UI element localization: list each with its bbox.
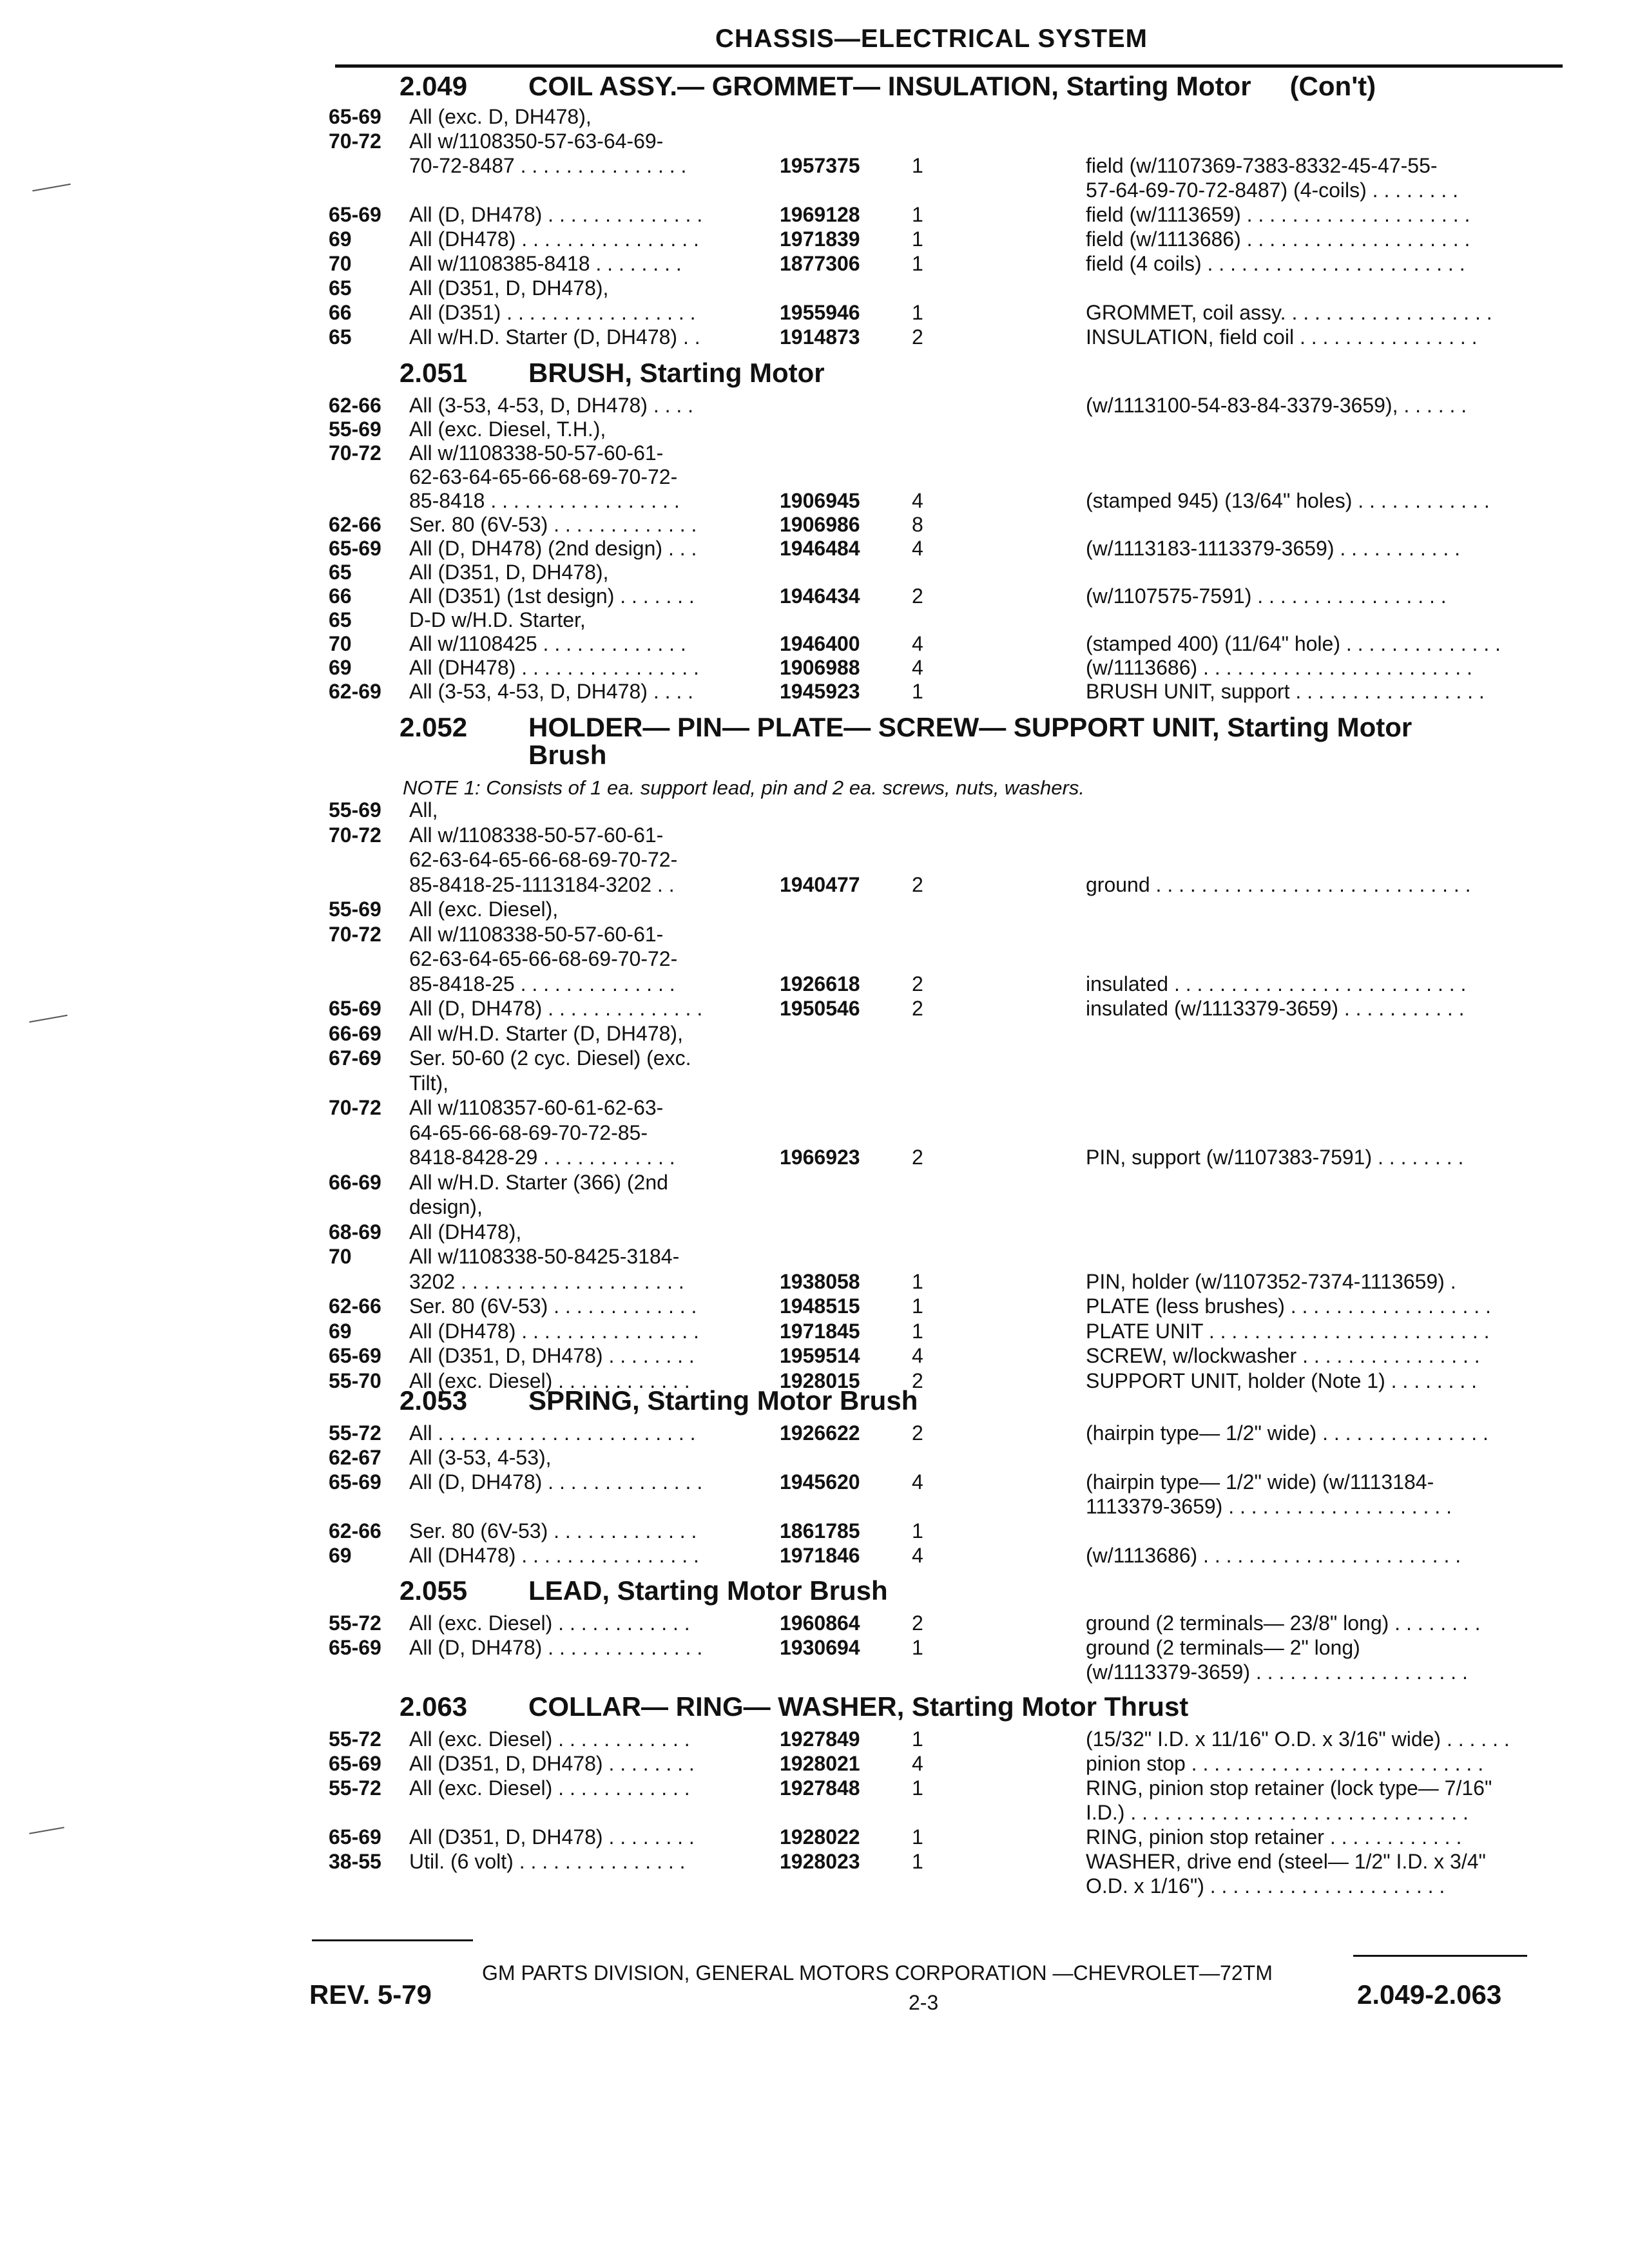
quantity: 1 [912, 1825, 923, 1849]
quantity: 2 [912, 972, 923, 995]
part-description: GROMMET, coil assy. . . . . . . . . . . . . . . . . . . [1086, 301, 1492, 324]
parts-row [0, 300, 1629, 325]
parts-row [0, 847, 1629, 872]
quantity: 1 [912, 227, 923, 251]
application: All (D, DH478) (2nd design) . . . [409, 537, 697, 560]
parts-row [0, 1800, 1629, 1825]
parts-row [0, 560, 1629, 584]
application: All (exc. Diesel) . . . . . . . . . . . . [409, 1727, 690, 1751]
parts-row [0, 798, 1629, 822]
part-description: 1113379-3659) . . . . . . . . . . . . . . . . . . . . [1086, 1495, 1452, 1518]
model-years: 70-72 [329, 1096, 381, 1119]
application: D-D w/H.D. Starter, [409, 608, 586, 631]
application: All (D, DH478) . . . . . . . . . . . . . . [409, 997, 703, 1020]
part-description: O.D. x 1/16") . . . . . . . . . . . . . . . . . . . . . [1086, 1874, 1445, 1898]
quantity: 2 [912, 997, 923, 1020]
part-number: 1971846 [780, 1544, 860, 1567]
part-number: 1959514 [780, 1344, 860, 1367]
part-number: 1877306 [780, 252, 860, 275]
parts-row [0, 325, 1629, 349]
section-heading [400, 1575, 888, 1606]
parts-row [0, 1825, 1629, 1849]
quantity: 1 [912, 252, 923, 275]
quantity: 8 [912, 513, 923, 536]
model-years: 62-66 [329, 1519, 381, 1542]
model-years: 62-67 [329, 1446, 381, 1469]
part-description: BRUSH UNIT, support . . . . . . . . . . . . . . . . . [1086, 680, 1485, 703]
parts-row [0, 584, 1629, 608]
section-title: HOLDER— PIN— PLATE— SCREW— SUPPORT UNIT, Starting Motor [528, 712, 1412, 742]
parts-row [0, 153, 1629, 178]
model-years: 65-69 [329, 1752, 381, 1775]
parts-row [0, 1660, 1629, 1684]
part-description: (stamped 945) (13/64" holes) . . . . . . . . . . . . [1086, 489, 1490, 512]
parts-row [0, 1343, 1629, 1368]
parts-row [0, 1751, 1629, 1776]
part-number: 1906988 [780, 656, 860, 679]
parts-row [0, 1776, 1629, 1800]
model-years: 65-69 [329, 105, 381, 128]
parts-row [0, 1071, 1629, 1095]
part-number: 1927848 [780, 1776, 860, 1800]
part-number: 1938058 [780, 1269, 860, 1293]
part-number: 1971845 [780, 1319, 860, 1343]
section-heading [400, 358, 825, 389]
application: All (exc. Diesel, T.H.), [409, 418, 606, 441]
model-years: 55-69 [329, 798, 381, 822]
section-heading [400, 1691, 1188, 1722]
application: Ser. 80 (6V-53) . . . . . . . . . . . . . [409, 1294, 697, 1318]
parts-row [0, 417, 1629, 441]
part-description: PLATE (less brushes) . . . . . . . . . . . . . . . . . . [1086, 1294, 1491, 1318]
quantity: 2 [912, 325, 923, 349]
application: 8418-8428-29 . . . . . . . . . . . . [409, 1146, 675, 1169]
part-description: (stamped 400) (11/64" hole) . . . . . . . . . . . . . . [1086, 632, 1501, 655]
section-title: COLLAR— RING— WASHER, Starting Motor Thrust [528, 1691, 1189, 1722]
quantity: 1 [912, 1776, 923, 1800]
quantity: 4 [912, 1544, 923, 1567]
part-description: (hairpin type— 1/2" wide) (w/1113184- [1086, 1470, 1434, 1494]
part-description: SUPPORT UNIT, holder (Note 1) . . . . . . . . [1086, 1369, 1477, 1392]
part-number: 1945923 [780, 680, 860, 703]
part-number: 1940477 [780, 872, 860, 896]
application: 64-65-66-68-69-70-72-85- [409, 1120, 648, 1144]
quantity: 1 [912, 1519, 923, 1542]
quantity: 1 [912, 680, 923, 703]
model-years: 62-66 [329, 1294, 381, 1318]
part-description: (w/1107575-7591) . . . . . . . . . . . . . . . . . [1086, 584, 1447, 608]
application: design), [409, 1195, 483, 1218]
page-header: CHASSIS—ELECTRICAL SYSTEM [715, 24, 1148, 53]
application: All (DH478) . . . . . . . . . . . . . . . . [409, 656, 699, 679]
section-note: NOTE 1: Consists of 1 ea. support lead, pin and 2 ea. screws, nuts, washers. [403, 776, 1084, 799]
part-number: 1861785 [780, 1519, 860, 1542]
part-description: insulated (w/1113379-3659) . . . . . . . . . . . [1086, 997, 1465, 1020]
model-years: 66 [329, 584, 352, 608]
quantity: 4 [912, 632, 923, 655]
model-years: 62-66 [329, 394, 381, 417]
parts-row [0, 1611, 1629, 1635]
model-years: 70-72 [329, 130, 381, 153]
model-years: 65-69 [329, 537, 381, 560]
part-number: 1928022 [780, 1825, 860, 1849]
section-number: 2.063 [400, 1691, 468, 1722]
part-number: 1946484 [780, 537, 860, 560]
parts-row [0, 178, 1629, 202]
part-number: 1955946 [780, 301, 860, 324]
application: All (3-53, 4-53, D, DH478) . . . . [409, 394, 694, 417]
parts-row [0, 1120, 1629, 1145]
parts-row [0, 972, 1629, 996]
quantity: 4 [912, 489, 923, 512]
quantity: 4 [912, 1470, 923, 1494]
model-years: 65-69 [329, 1470, 381, 1494]
application: All (D, DH478) . . . . . . . . . . . . . . [409, 203, 703, 226]
part-description: (w/1113183-1113379-3659) . . . . . . . . . . . [1086, 537, 1461, 560]
application: 85-8418-25-1113184-3202 . . [409, 872, 675, 896]
quantity: 2 [912, 1146, 923, 1169]
application: All (D351, D, DH478), [409, 561, 609, 584]
model-years: 55-70 [329, 1369, 381, 1392]
part-description: SCREW, w/lockwasher . . . . . . . . . . . . . . . . [1086, 1344, 1480, 1367]
model-years: 38-55 [329, 1850, 381, 1873]
application: All (exc. Diesel) . . . . . . . . . . . . [409, 1369, 690, 1392]
model-years: 65 [329, 325, 352, 349]
parts-row [0, 1095, 1629, 1120]
section-title: BRUSH, Starting Motor [528, 358, 825, 388]
application: 62-63-64-65-66-68-69-70-72- [409, 848, 678, 871]
page-number: 2-3 [909, 1991, 939, 2014]
quantity: 1 [912, 1727, 923, 1751]
part-number: 1928015 [780, 1369, 860, 1392]
part-description: field (w/1107369-7383-8332-45-47-55- [1086, 154, 1438, 177]
part-description: WASHER, drive end (steel— 1/2" I.D. x 3/4" [1086, 1850, 1486, 1873]
application: All w/1108357-60-61-62-63- [409, 1096, 664, 1119]
parts-row [0, 1170, 1629, 1195]
application: All . . . . . . . . . . . . . . . . . . . . . . . [409, 1421, 696, 1445]
part-description: field (4 coils) . . . . . . . . . . . . . . . . . . . . . . . [1086, 252, 1465, 275]
application: All w/1108338-50-57-60-61- [409, 823, 664, 847]
application: All (D351, D, DH478) . . . . . . . . [409, 1344, 695, 1367]
parts-row [0, 1874, 1629, 1898]
application: 85-8418 . . . . . . . . . . . . . . . . . [409, 489, 680, 512]
parts-row [0, 536, 1629, 561]
part-number: 1928023 [780, 1850, 860, 1873]
quantity: 4 [912, 1344, 923, 1367]
part-description: 57-64-69-70-72-8487) (4-coils) . . . . . . . . [1086, 178, 1459, 202]
model-years: 70-72 [329, 922, 381, 946]
part-number: 1914873 [780, 325, 860, 349]
part-number: 1946434 [780, 584, 860, 608]
quantity: 1 [912, 301, 923, 324]
model-years: 65-69 [329, 1636, 381, 1659]
part-number: 1948515 [780, 1294, 860, 1318]
part-description: RING, pinion stop retainer (lock type— 7/16" [1086, 1776, 1492, 1800]
part-number: 1906986 [780, 513, 860, 536]
section-title: LEAD, Starting Motor Brush [528, 1575, 888, 1606]
parts-row [0, 276, 1629, 300]
model-years: 55-72 [329, 1421, 381, 1445]
parts-row [0, 1543, 1629, 1568]
section-number: 2.049 [400, 71, 468, 101]
quantity: 1 [912, 154, 923, 177]
parts-row [0, 129, 1629, 153]
footer-rule-left [312, 1939, 473, 1941]
parts-row [0, 227, 1629, 251]
application: All (exc. Diesel), [409, 898, 559, 921]
model-years: 62-69 [329, 680, 381, 703]
section-heading [400, 71, 1376, 102]
parts-row [0, 1244, 1629, 1269]
application: All (D351, D, DH478), [409, 276, 609, 300]
quantity: 1 [912, 1294, 923, 1318]
application: All w/1108425 . . . . . . . . . . . . . [409, 632, 686, 655]
model-years: 67-69 [329, 1046, 381, 1070]
model-years: 65 [329, 561, 352, 584]
section-title: COIL ASSY.— GROMMET— INSULATION, Starting Motor [528, 71, 1251, 101]
parts-row [0, 1145, 1629, 1169]
model-years: 70-72 [329, 823, 381, 847]
application: All (3-53, 4-53, D, DH478) . . . . [409, 680, 694, 703]
model-years: 65-69 [329, 997, 381, 1020]
model-years: 69 [329, 227, 352, 251]
parts-row [0, 1220, 1629, 1244]
part-number: 1969128 [780, 203, 860, 226]
part-number: 1945620 [780, 1470, 860, 1494]
model-years: 55-69 [329, 898, 381, 921]
application: All (D351, D, DH478) . . . . . . . . [409, 1825, 695, 1849]
section-title-continuation: Brush [528, 740, 607, 770]
application: All w/H.D. Starter (366) (2nd [409, 1170, 668, 1194]
application: All (DH478) . . . . . . . . . . . . . . . . [409, 1544, 699, 1567]
quantity: 1 [912, 1319, 923, 1343]
parts-row [0, 1046, 1629, 1070]
application: All (D, DH478) . . . . . . . . . . . . . . [409, 1470, 703, 1494]
quantity: 1 [912, 1269, 923, 1293]
parts-row [0, 922, 1629, 947]
model-years: 65-69 [329, 1825, 381, 1849]
application: Ser. 50-60 (2 cyc. Diesel) (exc. [409, 1046, 691, 1070]
section-number: 2.055 [400, 1575, 468, 1606]
parts-row [0, 104, 1629, 129]
parts-row [0, 1494, 1629, 1519]
parts-row [0, 872, 1629, 897]
application: Tilt), [409, 1071, 449, 1095]
application: All w/1108350-57-63-64-69- [409, 130, 664, 153]
part-number: 1946400 [780, 632, 860, 655]
parts-row [0, 202, 1629, 227]
model-years: 65 [329, 276, 352, 300]
footer-rule-right [1353, 1955, 1527, 1957]
part-description: (w/1113686) . . . . . . . . . . . . . . . . . . . . . . . . [1086, 656, 1472, 679]
part-number: 1930694 [780, 1636, 860, 1659]
application: 62-63-64-65-66-68-69-70-72- [409, 947, 678, 970]
part-number: 1957375 [780, 154, 860, 177]
parts-row [0, 679, 1629, 704]
revision-label: REV. 5-79 [309, 1979, 432, 2010]
parts-row [0, 512, 1629, 537]
parts-row [0, 251, 1629, 276]
section-range: 2.049-2.063 [1357, 1979, 1502, 2010]
application: 85-8418-25 . . . . . . . . . . . . . . [409, 972, 675, 995]
model-years: 68-69 [329, 1220, 381, 1244]
part-description: field (w/1113659) . . . . . . . . . . . . . . . . . . . . [1086, 203, 1470, 226]
parts-row [0, 1519, 1629, 1543]
quantity: 2 [912, 1611, 923, 1635]
model-years: 69 [329, 1319, 352, 1343]
parts-row [0, 1727, 1629, 1751]
section-number: 2.051 [400, 358, 468, 388]
parts-row [0, 1195, 1629, 1219]
parts-row [0, 441, 1629, 465]
model-years: 55-72 [329, 1727, 381, 1751]
model-years: 69 [329, 656, 352, 679]
parts-row [0, 465, 1629, 489]
application: All (exc. D, DH478), [409, 105, 592, 128]
section-number: 2.053 [400, 1385, 468, 1416]
model-years: 55-72 [329, 1776, 381, 1800]
quantity: 1 [912, 1850, 923, 1873]
application: 3202 . . . . . . . . . . . . . . . . . . . . [409, 1269, 684, 1293]
parts-row [0, 996, 1629, 1021]
model-years: 55-69 [329, 418, 381, 441]
parts-row [0, 1470, 1629, 1494]
quantity: 1 [912, 1636, 923, 1659]
section-title: SPRING, Starting Motor Brush [528, 1385, 918, 1416]
parts-row [0, 393, 1629, 418]
quantity: 2 [912, 872, 923, 896]
part-number: 1928021 [780, 1752, 860, 1775]
application: 70-72-8487 . . . . . . . . . . . . . . . [409, 154, 687, 177]
part-description: field (w/1113686) . . . . . . . . . . . . . . . . . . . . [1086, 227, 1470, 251]
part-description: ground (2 terminals— 2" long) [1086, 1636, 1360, 1659]
parts-row [0, 823, 1629, 847]
application: All w/1108338-50-57-60-61- [409, 922, 664, 946]
part-number: 1971839 [780, 227, 860, 251]
model-years: 65-69 [329, 203, 381, 226]
section-number: 2.052 [400, 712, 468, 742]
model-years: 70 [329, 252, 352, 275]
part-number: 1966923 [780, 1146, 860, 1169]
continued-label: (Con't) [1289, 71, 1376, 101]
application: Util. (6 volt) . . . . . . . . . . . . . . . [409, 1850, 686, 1873]
model-years: 66-69 [329, 1170, 381, 1194]
part-description: (w/1113379-3659) . . . . . . . . . . . . . . . . . . . [1086, 1660, 1468, 1684]
part-number: 1960864 [780, 1611, 860, 1635]
quantity: 4 [912, 537, 923, 560]
part-description: ground . . . . . . . . . . . . . . . . . . . . . . . . . . . . [1086, 872, 1471, 896]
part-description: PIN, holder (w/1107352-7374-1113659) . [1086, 1269, 1456, 1293]
application: All w/1108338-50-8425-3184- [409, 1245, 680, 1268]
section-heading [400, 1385, 918, 1416]
parts-row [0, 1445, 1629, 1470]
parts-row [0, 655, 1629, 680]
application: Ser. 80 (6V-53) . . . . . . . . . . . . . [409, 513, 697, 536]
part-description: INSULATION, field coil . . . . . . . . . . . . . . . . [1086, 325, 1478, 349]
model-years: 66-69 [329, 1021, 381, 1045]
part-description: insulated . . . . . . . . . . . . . . . . . . . . . . . . . . [1086, 972, 1467, 995]
part-number: 1906945 [780, 489, 860, 512]
parts-row [0, 1849, 1629, 1874]
model-years: 65 [329, 608, 352, 631]
application: All (exc. Diesel) . . . . . . . . . . . . [409, 1776, 690, 1800]
quantity: 2 [912, 1369, 923, 1392]
part-description: (hairpin type— 1/2" wide) . . . . . . . . . . . . . . . [1086, 1421, 1489, 1445]
application: All, [409, 798, 438, 822]
quantity: 2 [912, 1421, 923, 1445]
quantity: 4 [912, 656, 923, 679]
quantity: 2 [912, 584, 923, 608]
application: All (DH478) . . . . . . . . . . . . . . . . [409, 1319, 699, 1343]
model-years: 62-66 [329, 513, 381, 536]
application: All w/1108385-8418 . . . . . . . . [409, 252, 682, 275]
application: All (D, DH478) . . . . . . . . . . . . . . [409, 1636, 703, 1659]
application: 62-63-64-65-66-68-69-70-72- [409, 465, 678, 488]
part-description: PLATE UNIT . . . . . . . . . . . . . . . . . . . . . . . . . [1086, 1319, 1490, 1343]
part-number: 1927849 [780, 1727, 860, 1751]
parts-row [0, 1021, 1629, 1046]
part-number: 1926618 [780, 972, 860, 995]
model-years: 70 [329, 1245, 352, 1268]
parts-row [0, 608, 1629, 632]
application: All (DH478), [409, 1220, 522, 1244]
parts-row [0, 1269, 1629, 1294]
application: All w/H.D. Starter (D, DH478) . . [409, 325, 700, 349]
application: All (D351, D, DH478) . . . . . . . . [409, 1752, 695, 1775]
model-years: 70 [329, 632, 352, 655]
model-years: 55-72 [329, 1611, 381, 1635]
footer-corporation: GM PARTS DIVISION, GENERAL MOTORS CORPORATION —CHEVROLET—72TM [482, 1961, 1273, 1984]
application: All w/H.D. Starter (D, DH478), [409, 1021, 683, 1045]
model-years: 66 [329, 301, 352, 324]
application: All (D351) (1st design) . . . . . . . [409, 584, 695, 608]
parts-row [0, 631, 1629, 656]
parts-row [0, 488, 1629, 513]
application: Ser. 80 (6V-53) . . . . . . . . . . . . . [409, 1519, 697, 1542]
application: All (DH478) . . . . . . . . . . . . . . . . [409, 227, 699, 251]
header-rule [335, 64, 1563, 68]
part-description: pinion stop . . . . . . . . . . . . . . . . . . . . . . . . . . [1086, 1752, 1484, 1775]
part-description: PIN, support (w/1107383-7591) . . . . . . . . [1086, 1146, 1464, 1169]
parts-row [0, 947, 1629, 971]
application: All (3-53, 4-53), [409, 1446, 552, 1469]
parts-row [0, 1635, 1629, 1660]
parts-row [0, 897, 1629, 921]
section-heading [400, 712, 1412, 743]
quantity: 1 [912, 203, 923, 226]
application: All (exc. Diesel) . . . . . . . . . . . . [409, 1611, 690, 1635]
part-description: (w/1113686) . . . . . . . . . . . . . . . . . . . . . . . [1086, 1544, 1461, 1567]
parts-row [0, 1319, 1629, 1343]
model-years: 70-72 [329, 441, 381, 465]
part-description: (15/32" I.D. x 11/16" O.D. x 3/16" wide) . . . . . . [1086, 1727, 1510, 1751]
application: All (D351) . . . . . . . . . . . . . . . . . [409, 301, 696, 324]
part-number: 1926622 [780, 1421, 860, 1445]
part-description: I.D.) . . . . . . . . . . . . . . . . . . . . . . . . . . . . . . [1086, 1801, 1469, 1824]
parts-row [0, 1294, 1629, 1318]
part-description: ground (2 terminals— 23/8" long) . . . . . . . . [1086, 1611, 1481, 1635]
part-description: (w/1113100-54-83-84-3379-3659), . . . . . . [1086, 394, 1467, 417]
application: All w/1108338-50-57-60-61- [409, 441, 664, 465]
part-description: RING, pinion stop retainer . . . . . . . . . . . . [1086, 1825, 1462, 1849]
model-years: 69 [329, 1544, 352, 1567]
model-years: 65-69 [329, 1344, 381, 1367]
part-number: 1950546 [780, 997, 860, 1020]
parts-row [0, 1421, 1629, 1445]
quantity: 4 [912, 1752, 923, 1775]
